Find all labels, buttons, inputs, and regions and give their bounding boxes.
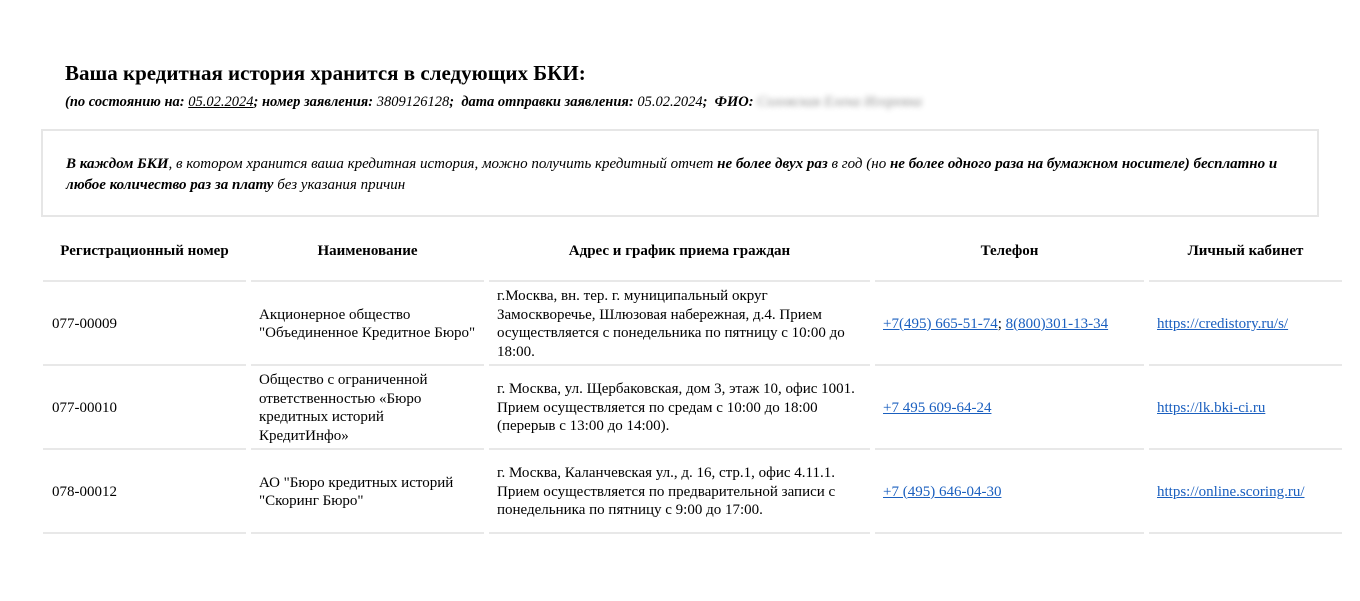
notice-part-1: В каждом БКИ	[66, 156, 169, 172]
column-header-name: Наименование	[251, 234, 484, 282]
reg-number-cell: 077-00010	[43, 366, 246, 450]
cabinet-cell	[1149, 366, 1342, 450]
address-cell: г. Москва, ул. Щербаковская, дом 3, этаж 10, офис 1001. Прием осуществляется по средам с 10:00 до 18:00 (перерыв с 13:00 до 14:00).	[489, 366, 870, 450]
column-header-cabinet: Личный кабинет	[1149, 234, 1342, 282]
name-cell: АО "Бюро кредитных историй "Скоринг Бюро"	[251, 450, 484, 534]
phone-cell	[875, 366, 1144, 450]
cabinet-link[interactable]: https://lk.bki-ci.ru	[1157, 399, 1266, 416]
column-header-address: Адрес и график приема граждан	[489, 234, 870, 282]
notice-part-6: без указания причин	[273, 177, 406, 193]
address-cell: г.Москва, вн. тер. г. муниципальный округ Замоскворечье, Шлюзовая набережная, д.4. Прием осуществляется с понедельника по пятницу с 10:00 до 18:00.	[489, 282, 870, 366]
table-row	[43, 282, 1342, 366]
phone-link[interactable]: +7 (495) 646-04-30	[883, 483, 1002, 500]
as-of-label: по состоянию на:	[69, 94, 185, 110]
name-cell: Акционерное общество "Объединенное Кредитное Бюро"	[251, 282, 484, 366]
notice-part-5: не более одного раза на бумажном носителе) бесплатно и любое количество раз за плату	[66, 156, 1278, 193]
phone-separator: ;	[997, 315, 1006, 332]
phone-link[interactable]: 8(800)301-13-34	[1005, 315, 1109, 332]
cabinet-link[interactable]: https://online.scoring.ru/	[1157, 483, 1305, 500]
phone-link[interactable]: +7 495 609-64-24	[883, 399, 992, 416]
notice-part-2: , в котором хранится ваша кредитная история, можно получить кредитный отчет	[168, 156, 718, 172]
column-header-phone: Телефон	[875, 234, 1144, 282]
address-cell: г. Москва, Каланчевская ул., д. 16, стр.1, офис 4.11.1. Прием осуществляется по предварительной записи с понедельника по пятницу с 9:00 до 17:00.	[489, 450, 870, 534]
request-number: 3809126128	[376, 94, 450, 110]
table-row	[43, 450, 1342, 534]
fio-label: ФИО:	[714, 94, 754, 110]
request-number-label: номер заявления:	[261, 94, 374, 110]
meta-open-paren: (	[65, 94, 70, 110]
phone-cell	[875, 450, 1144, 534]
sent-date-label: дата отправки заявления:	[461, 94, 634, 110]
fio-value-redacted: Соловская Елена Игоревна	[757, 94, 923, 110]
notice-part-4: в год (но	[827, 156, 890, 172]
page-title: Ваша кредитная история хранится в следующих БКИ:	[65, 61, 586, 85]
notice-box	[41, 129, 1319, 217]
reg-number-cell: 077-00009	[43, 282, 246, 366]
notice-part-3: не более двух раз	[717, 156, 828, 172]
table-header-row	[43, 234, 1342, 282]
phone-link[interactable]: +7(495) 665-51-74	[883, 315, 998, 332]
as-of-date: 05.02.2024	[188, 94, 254, 110]
sent-date: 05.02.2024	[637, 94, 703, 110]
column-header-reg-number: Регистрационный номер	[43, 234, 246, 282]
bureaus-table	[38, 234, 1347, 534]
cabinet-cell	[1149, 282, 1342, 366]
cabinet-link[interactable]: https://credistory.ru/s/	[1157, 315, 1289, 332]
phone-cell	[875, 282, 1144, 366]
request-meta: (по состоянию на: 05.02.2024; номер заявления: 3809126128; дата отправки заявления: 05.02.2024; ФИО: Соловская Елена Игоревна	[65, 94, 923, 110]
name-cell: Общество с ограниченной ответственностью «Бюро кредитных историй КредитИнфо»	[251, 366, 484, 450]
reg-number-cell: 078-00012	[43, 450, 246, 534]
table-row	[43, 366, 1342, 450]
cabinet-cell	[1149, 450, 1342, 534]
